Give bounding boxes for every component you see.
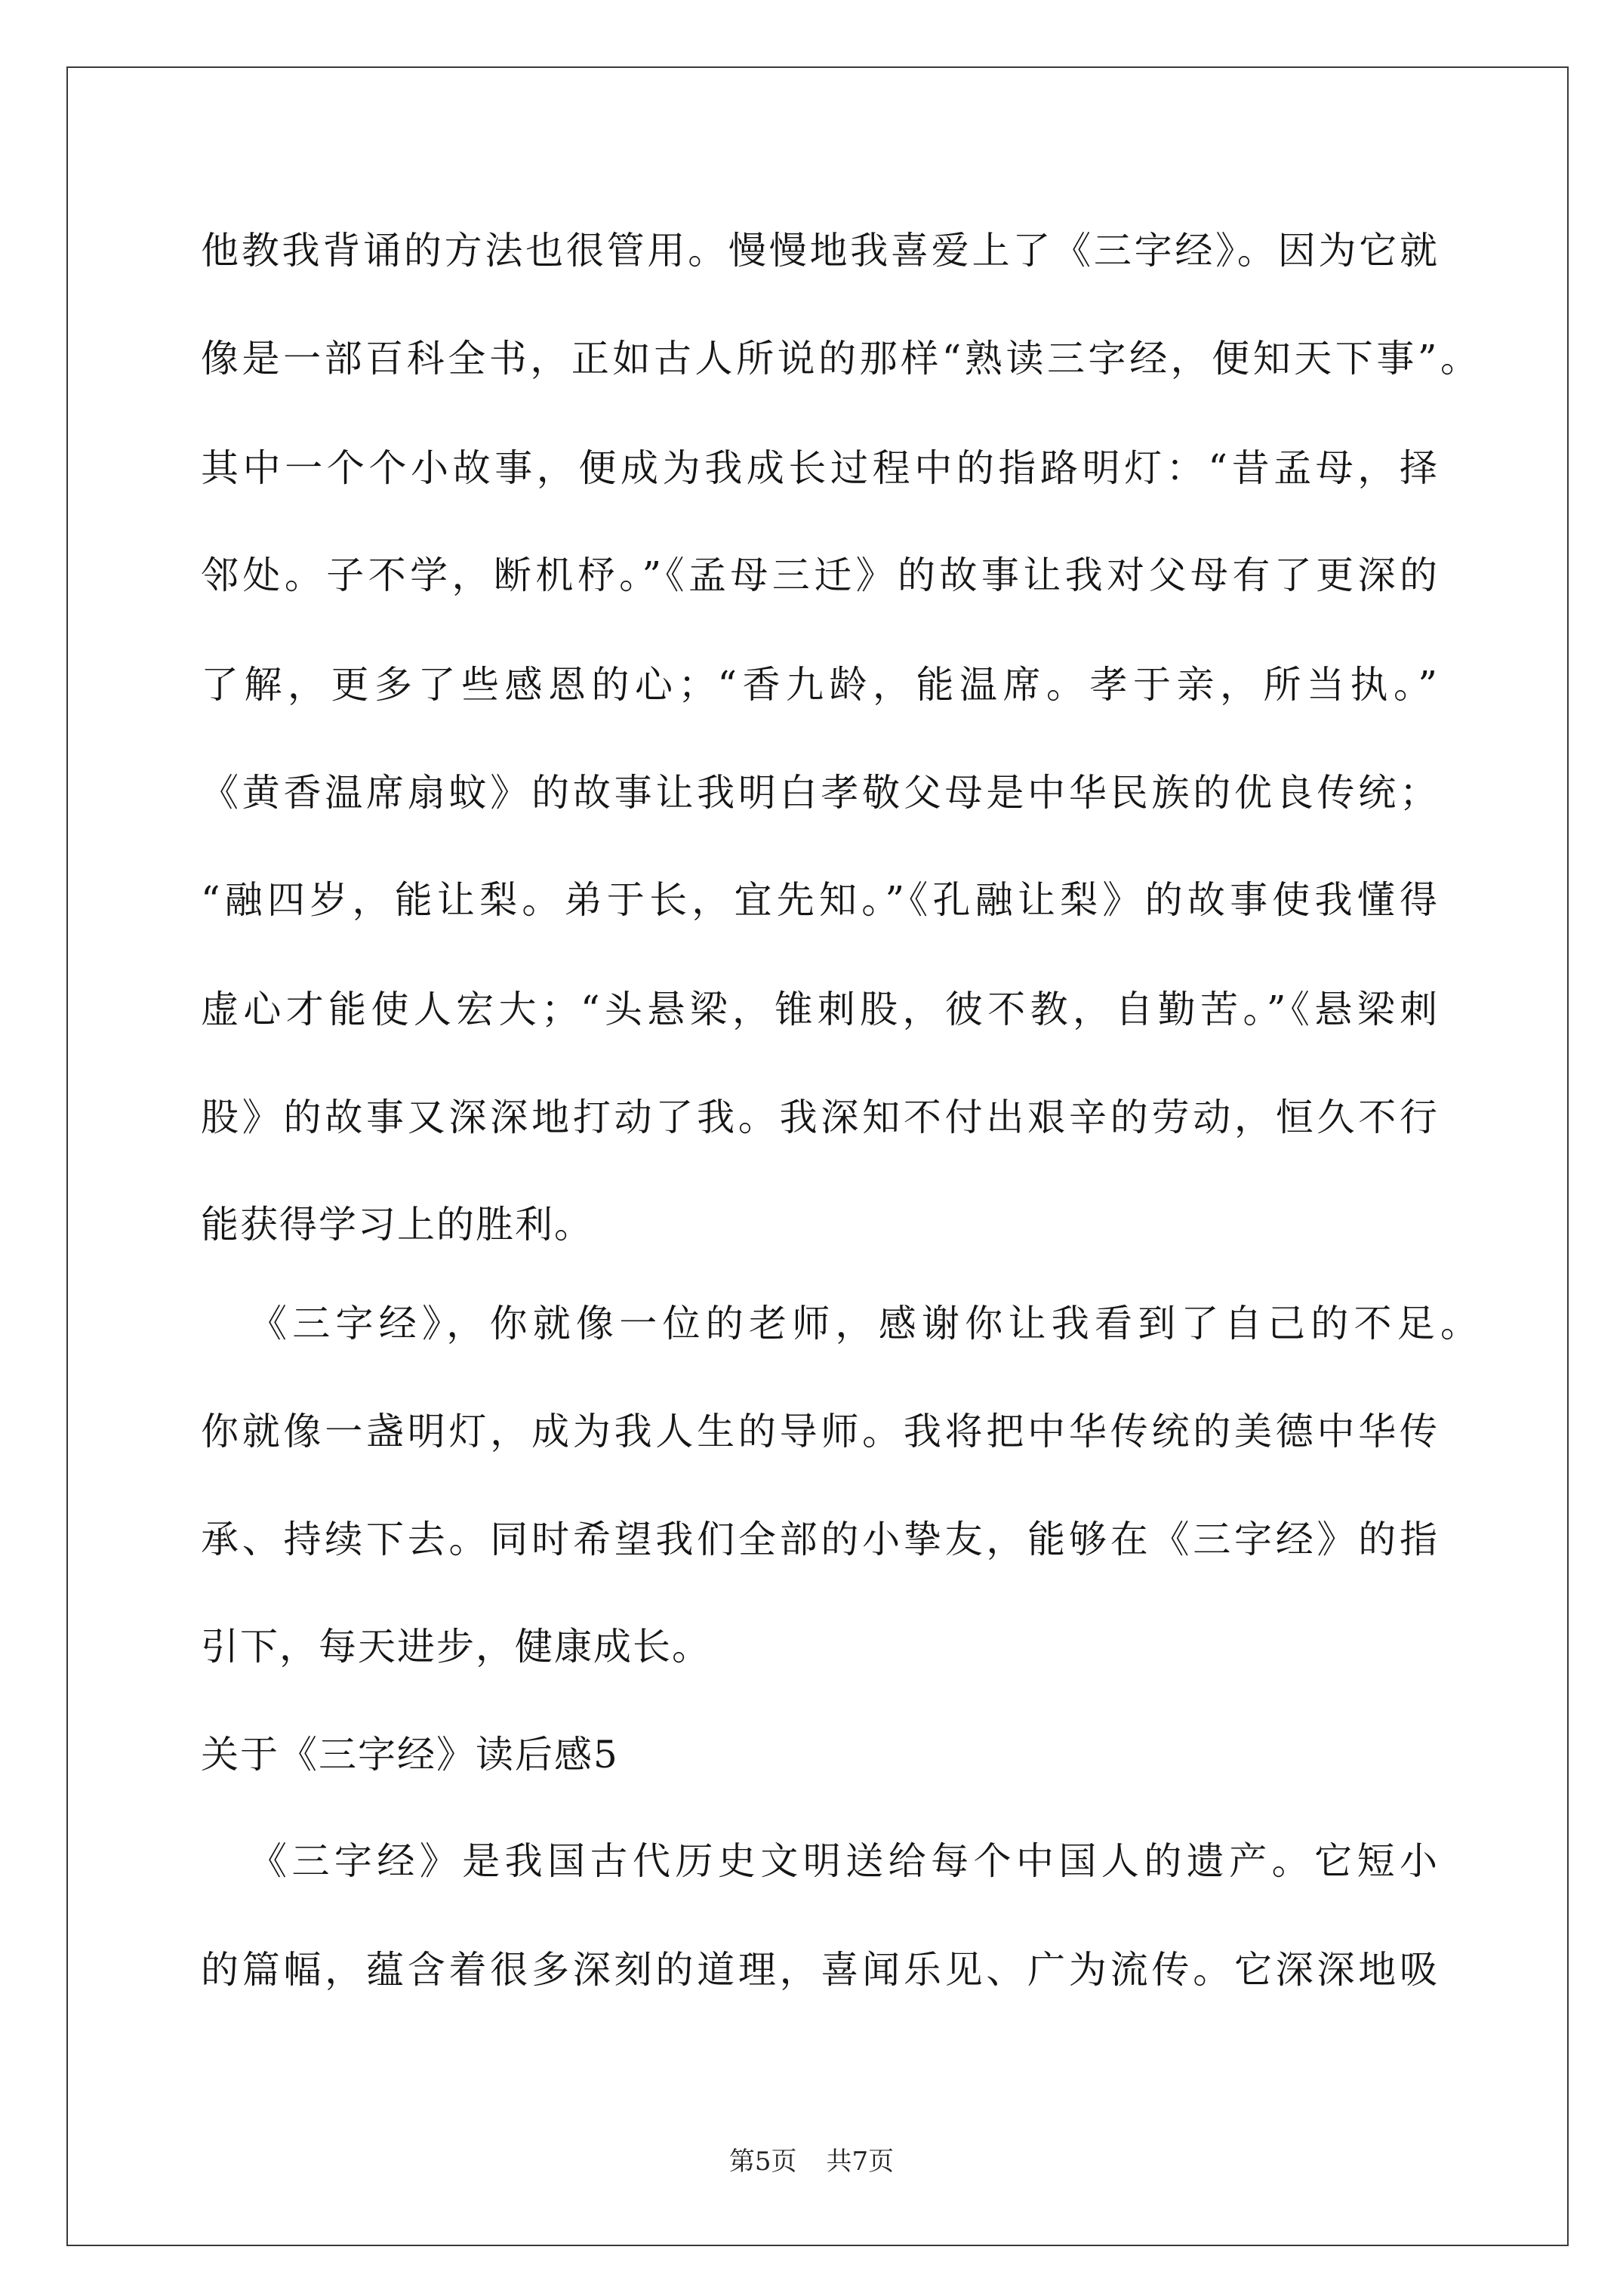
body-text-line: 《三字经》，你就像一位的老师，感谢你让我看到了自己的不足。 [249,1302,1480,1345]
body-text-line: 承、持续下去。同时希望我们全部的小挚友，能够在《三字经》的指 [201,1518,1439,1561]
body-text-line: 股》的故事又深深地打动了我。我深知不付出艰辛的劳动，恒久不行 [201,1096,1439,1139]
body-text-line: 虚心才能使人宏大；“头悬梁，锥刺股，彼不教，自勤苦。”《悬梁刺 [201,988,1439,1031]
body-text-line: 你就像一盏明灯，成为我人生的导师。我将把中华传统的美德中华传 [201,1410,1439,1453]
body-text-line: 了解，更多了些感恩的心；“香九龄，能温席。孝于亲，所当执。” [201,663,1439,707]
page-border [66,66,1569,2246]
body-text-line: 其中一个个小故事，便成为我成长过程中的指路明灯：“昔孟母，择 [201,446,1439,490]
page-number-current: 第5页 [728,2147,797,2177]
body-text-line: 能获得学习上的胜利。 [201,1203,593,1247]
body-text-line: 邻处。子不学，断机杼。”《孟母三迁》的故事让我对父母有了更深的 [201,553,1439,597]
page-footer [0,2147,1623,2177]
body-text-line: 像是一部百科全书，正如古人所说的那样“熟读三字经，便知天下事”。 [201,337,1480,381]
page-number-total: 共7页 [826,2147,895,2177]
body-text-line: 他教我背诵的方法也很管用。慢慢地我喜爱上了《三字经》。因为它就 [201,229,1439,273]
body-text-line: “融四岁，能让梨。弟于长，宜先知。”《孔融让梨》的故事使我懂得 [201,878,1439,922]
section-heading: 关于《三字经》读后感5 [201,1733,619,1777]
body-text-line: 的篇幅，蕴含着很多深刻的道理，喜闻乐见、广为流传。它深深地吸 [201,1948,1439,1992]
body-text-line: 引下，每天进步，健康成长。 [201,1625,711,1669]
body-text-line: 《三字经》是我国古代历史文明送给每个中国人的遗产。它短小 [249,1839,1439,1883]
body-text-line: 《黄香温席扇蚊》的故事让我明白孝敬父母是中华民族的优良传统； [201,771,1439,815]
